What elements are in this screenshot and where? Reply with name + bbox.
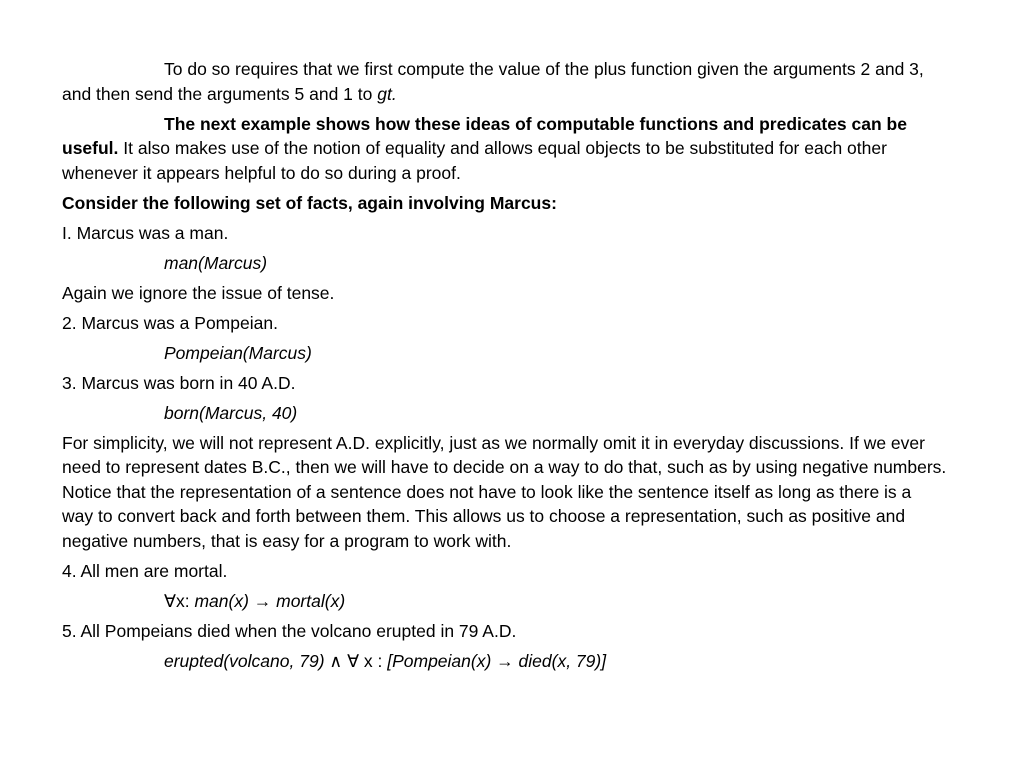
simplicity-note: For simplicity, we will not represent A.D. explicitly, just as we normally omit it in everyday discussions. If we ever need to represent dates B.C., then we will have to decide on a way to do that, such as by using negative numbers. Notice that the representation of a sentence does not have to look like the sentence itself as long as there is a way to convert back and forth between them. This allows us to choose a representation, such as positive and negative numbers, that is easy for a program to work with.: [62, 432, 947, 551]
fact-1-statement: I. Marcus was a man.: [62, 222, 229, 243]
formula-body: man(x) → mortal(x): [194, 590, 346, 611]
slide-body: [62, 57, 947, 679]
paragraph-text: To do so requires that we first compute the value of the plus function given the arguments 2 and 3, and then send the arguments 5 and 1 to: [62, 59, 924, 104]
fact-4-formula: [62, 589, 947, 614]
fact-2-formula: Pompeian(Marcus): [164, 342, 312, 363]
paragraph-bold-lead: The next example shows how these ideas of computable functions and predicates can be useful.: [62, 113, 907, 158]
fact-4-statement: 4. All men are mortal.: [62, 560, 228, 581]
formula-connective: ∧ ∀ x :: [324, 650, 388, 671]
fact-2-statement: 2. Marcus was a Pompeian.: [62, 312, 278, 333]
formula-part-a: erupted(volcano, 79): [164, 650, 325, 671]
tense-note: Again we ignore the issue of tense.: [62, 282, 335, 303]
fact-3-statement: 3. Marcus was born in 40 A.D.: [62, 372, 296, 393]
paragraph-italic-term: gt.: [377, 83, 397, 104]
formula-part-b: [Pompeian(x) → died(x, 79)]: [387, 650, 607, 671]
fact-1-formula: man(Marcus): [164, 252, 268, 273]
fact-5-formula: [62, 649, 947, 674]
facts-heading: Consider the following set of facts, again involving Marcus:: [62, 192, 557, 213]
paragraph-next-example: [62, 112, 947, 186]
quantifier-prefix: ∀x:: [164, 590, 195, 611]
paragraph-text: It also makes use of the notion of equality and allows equal objects to be substituted for each other whenever it appears helpful to do so during a proof.: [62, 138, 887, 183]
paragraph-compute-plus: [62, 57, 947, 106]
fact-5-statement: 5. All Pompeians died when the volcano erupted in 79 A.D.: [62, 620, 517, 641]
fact-3-formula: born(Marcus, 40): [164, 402, 298, 423]
